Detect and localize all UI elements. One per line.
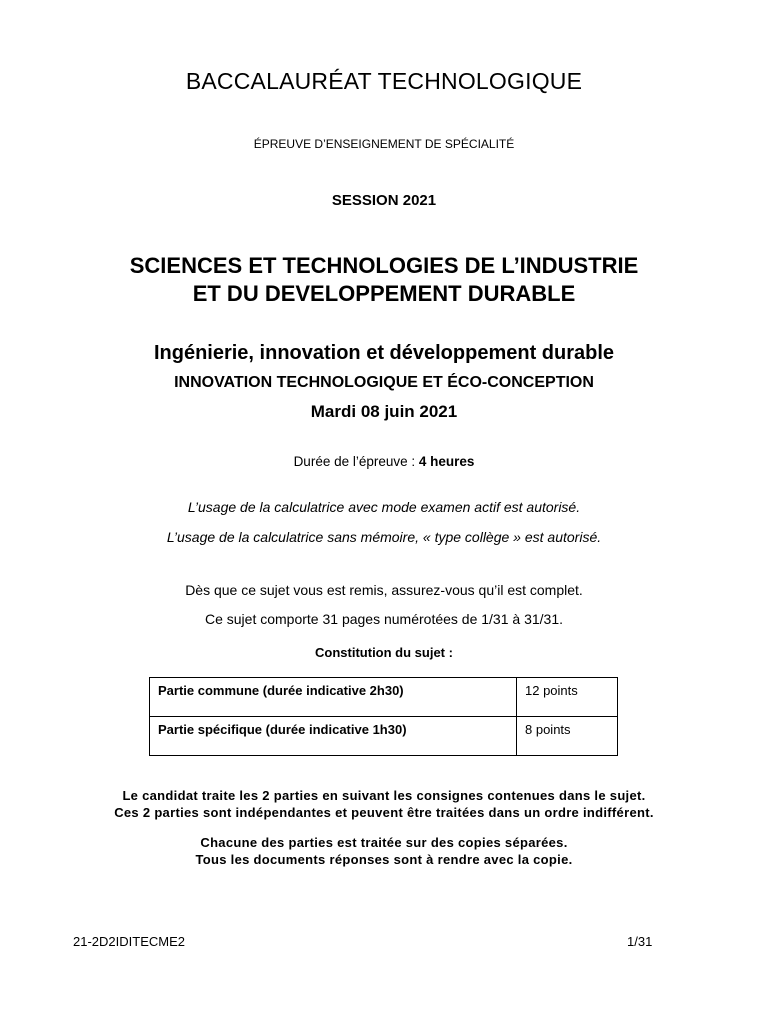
instruction-line: Ces 2 parties sont indépendantes et peuvent être traitées dans un ordre indifférent.	[114, 805, 654, 820]
completeness-notice: Dès que ce sujet vous est remis, assurez-vous qu’il est complet.	[185, 582, 583, 598]
footer-code: 21-2D2IDITECME2	[73, 934, 185, 949]
exam-duration	[0, 454, 768, 469]
constitution-heading: Constitution du sujet :	[315, 645, 453, 660]
option-title: INNOVATION TECHNOLOGIQUE ET ÉCO-CONCEPTION	[174, 374, 594, 391]
duration-value: 4 heures	[418, 454, 475, 469]
calculator-rule-1: L’usage de la calculatrice avec mode examen actif est autorisé.	[187, 499, 581, 515]
discipline-line-1: SCIENCES ET TECHNOLOGIES DE L’INDUSTRIE	[129, 253, 639, 278]
table-row	[150, 678, 618, 717]
discipline-line-2: ET DU DEVELOPPEMENT DURABLE	[192, 281, 576, 306]
part-label: Partie commune (durée indicative 2h30)	[150, 678, 517, 717]
instructions-block-1	[0, 787, 768, 821]
exam-title: BACCALAURÉAT TECHNOLOGIQUE	[185, 68, 583, 94]
session-label: SESSION 2021	[331, 192, 437, 209]
exam-subtitle: ÉPREUVE D’ENSEIGNEMENT DE SPÉCIALITÉ	[253, 137, 515, 151]
table-row	[150, 717, 618, 756]
discipline-title	[0, 252, 768, 308]
instruction-line: Le candidat traite les 2 parties en suivant les consignes contenues dans le sujet.	[122, 788, 646, 803]
specialty-title: Ingénierie, innovation et développement durable	[153, 342, 615, 364]
part-points: 12 points	[517, 678, 618, 717]
footer-page-number: 1/31	[627, 934, 653, 949]
parts-table	[149, 677, 618, 756]
page-count-notice: Ce sujet comporte 31 pages numérotées de 1/31 à 31/31.	[204, 611, 563, 627]
instruction-line: Tous les documents réponses sont à rendre avec la copie.	[195, 852, 573, 867]
part-label: Partie spécifique (durée indicative 1h30)	[150, 717, 517, 756]
calculator-rule-2: L’usage de la calculatrice sans mémoire, « type collège » est autorisé.	[166, 529, 602, 545]
duration-label: Durée de l’épreuve :	[293, 454, 419, 469]
exam-date: Mardi 08 juin 2021	[310, 402, 458, 421]
part-points: 8 points	[517, 717, 618, 756]
instruction-line: Chacune des parties est traitée sur des copies séparées.	[200, 835, 568, 850]
instructions-block-2	[0, 834, 768, 868]
